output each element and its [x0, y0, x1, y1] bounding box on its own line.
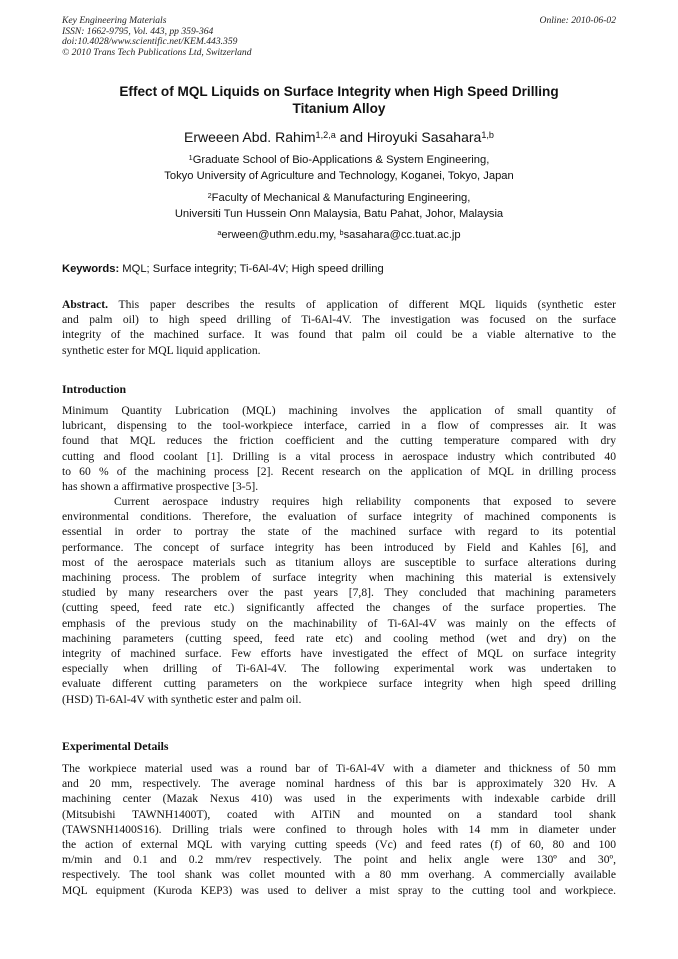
issn-line: ISSN: 1662-9795, Vol. 443, pp 359-364	[62, 25, 214, 37]
abstract-line: synthetic ester for MQL liquid application.	[62, 343, 261, 357]
email-a: erween@uthm.edu.my,	[221, 229, 340, 241]
abstract	[62, 297, 616, 358]
text-line: machining process. The problem of surface integrity when machining this material is extensively	[62, 571, 616, 585]
text-line: lubricant, dispensing to the tool-workpiece interface, carried in a flow of compresses air. It was	[62, 419, 616, 433]
text-line: and 20 mm, respectively. The average nominal hardness of this bar is approximately 320 Hv. A	[62, 777, 616, 791]
title-line-2: Titanium Alloy	[292, 101, 386, 116]
author-2: Hiroyuki Sasahara	[366, 129, 482, 145]
aff1-line-1: Graduate School of Bio-Applications & System Engineering,	[192, 154, 490, 166]
text-line: (HSD) Ti-6Al-4V with synthetic ester and palm oil.	[62, 692, 302, 706]
doi-line: doi:10.4028/www.scientific.net/KEM.443.359	[62, 36, 238, 48]
email-a-sup: a	[217, 227, 222, 237]
text-line: environmental conditions. Therefore, the evaluation of surface integrity of machined components is	[62, 510, 616, 524]
text-line: essential in order to portray the state of the machined surface with regard to its potential	[62, 525, 616, 539]
text-line: (cutting speed, feed rate etc.) significantly affected the changes of the surface properties. The	[62, 601, 616, 615]
text-line: has shown a affirmative prospective [3-5].	[62, 480, 259, 494]
abstract-line: Abstract. This paper describes the results of application of different MQL liquids (synthetic ester	[62, 298, 616, 311]
text-line: m/min and 0.1 and 0.2 mm/rev respectively. The point and helix angle were 130º and 30º,	[62, 853, 616, 867]
author-1-sup: 1,2,a	[315, 129, 336, 140]
intro-paragraph-2	[62, 494, 616, 707]
online-date: Online: 2010-06-02	[539, 15, 616, 26]
email-b: sasahara@cc.tuat.ac.jp	[343, 229, 461, 241]
text-line: the action of external MQL with varying cutting speeds (Vc) and feed rates (f) of 60, 80 and 100	[62, 838, 616, 852]
aff2-line-2: Universiti Tun Hussein Onn Malaysia, Batu Pahat, Johor, Malaysia	[174, 208, 504, 220]
text-line: studied by many researchers over the past years [7,8]. They concluded that machining parameters	[62, 586, 616, 600]
text-line: respectively. The tool shank was collet mounted with a 80 mm overhang. A commercially available	[62, 868, 616, 882]
intro-paragraph-1	[62, 403, 616, 494]
author-and: and	[335, 129, 367, 145]
text-line: (Mitsubishi TAWNH1400T), coated with AlTiN and mounted on a standard tool shank	[62, 807, 616, 821]
experimental-heading: Experimental Details	[62, 739, 169, 753]
author-1: Erweeen Abd. Rahim	[184, 129, 316, 145]
aff1-sup: 1	[188, 152, 193, 162]
journal-header	[62, 16, 616, 58]
text-line: cutting and flood coolant [1]. Drilling is a vital process in aerospace industry which contributed 40	[62, 449, 616, 463]
keywords-text: MQL; Surface integrity; Ti-6Al-4V; High speed drilling	[119, 263, 384, 275]
copyright-line: © 2010 Trans Tech Publications Ltd, Switzerland	[62, 46, 252, 58]
introduction-heading: Introduction	[62, 382, 127, 396]
text-line: machining center (Mazak Nexus 410) was used in the experiments with indexable carbide drill	[62, 792, 616, 806]
text-line: integrity of machined surface. Few efforts have investigated the effect of MQL on surface integrity	[62, 647, 616, 661]
abstract-label: Abstract.	[62, 298, 109, 311]
experimental-paragraph	[62, 761, 616, 898]
abstract-line: integrity of the machined surface. It was found that palm oil could be a viable alternative to the	[62, 328, 616, 342]
text-line: Minimum Quantity Lubrication (MQL) machining involves the application of small quantity of	[62, 404, 616, 417]
email-line	[62, 227, 616, 243]
text-line: to 60 % of the machining process [2]. Recent research on the application of MQL in drilling process	[62, 464, 616, 478]
affiliation-2	[62, 190, 616, 222]
text-line: evaluate different cutting parameters on the workpiece surface integrity when high speed drilling	[62, 677, 616, 691]
text-line: Current aerospace industry requires high reliability components that exposed to severe	[62, 495, 616, 508]
text-line: machining parameters (cutting speed, feed rate etc) and cooling method (wet and dry) on the	[62, 631, 616, 645]
aff2-sup: 2	[207, 190, 212, 200]
text-line: performance. The concept of surface integrity has been introduced by Field and Kahles [6], and	[62, 540, 616, 554]
text-line: most of the aerospace materials such as titanium alloys are susceptible to surface alterations during	[62, 555, 616, 569]
affiliation-1	[62, 152, 616, 184]
journal-name: Key Engineering Materials	[62, 15, 167, 26]
keywords-label: Keywords:	[62, 263, 120, 275]
text-line: especially when drilling of Ti-6Al-4V. The following experimental work was undertaken to	[62, 662, 616, 676]
text-line: emphasis of the previous study on the machinability of Ti-6Al-4V was mainly on the effects of	[62, 616, 616, 630]
aff1-line-2: Tokyo University of Agriculture and Technology, Koganei, Tokyo, Japan	[164, 170, 514, 182]
text-line: (TAWSNH1400S16). Drilling trials were confined to through holes with 14 mm in diameter under	[62, 822, 616, 836]
text-line: MQL equipment (Kuroda KEP3) was used to deliver a mist spray to the cutting tool and workpiece.	[62, 883, 616, 897]
author-line	[62, 128, 616, 146]
email-b-sup: b	[339, 227, 344, 237]
text-line: found that MQL reduces the friction coefficient and the cutting temperature compared with dry	[62, 434, 616, 448]
title-line-1: Effect of MQL Liquids on Surface Integrity when High Speed Drilling	[119, 84, 559, 99]
aff2-line-1: Faculty of Mechanical & Manufacturing Engineering,	[211, 192, 471, 204]
author-2-sup: 1,b	[481, 129, 494, 140]
keywords	[62, 262, 616, 276]
paper-title	[62, 83, 616, 117]
text-line: The workpiece material used was a round bar of Ti-6Al-4V with a diameter and thickness of 50 mm	[62, 762, 616, 775]
abstract-line: and palm oil) to high speed drilling of Ti-6Al-4V. The investigation was focused on the surface	[62, 313, 616, 327]
